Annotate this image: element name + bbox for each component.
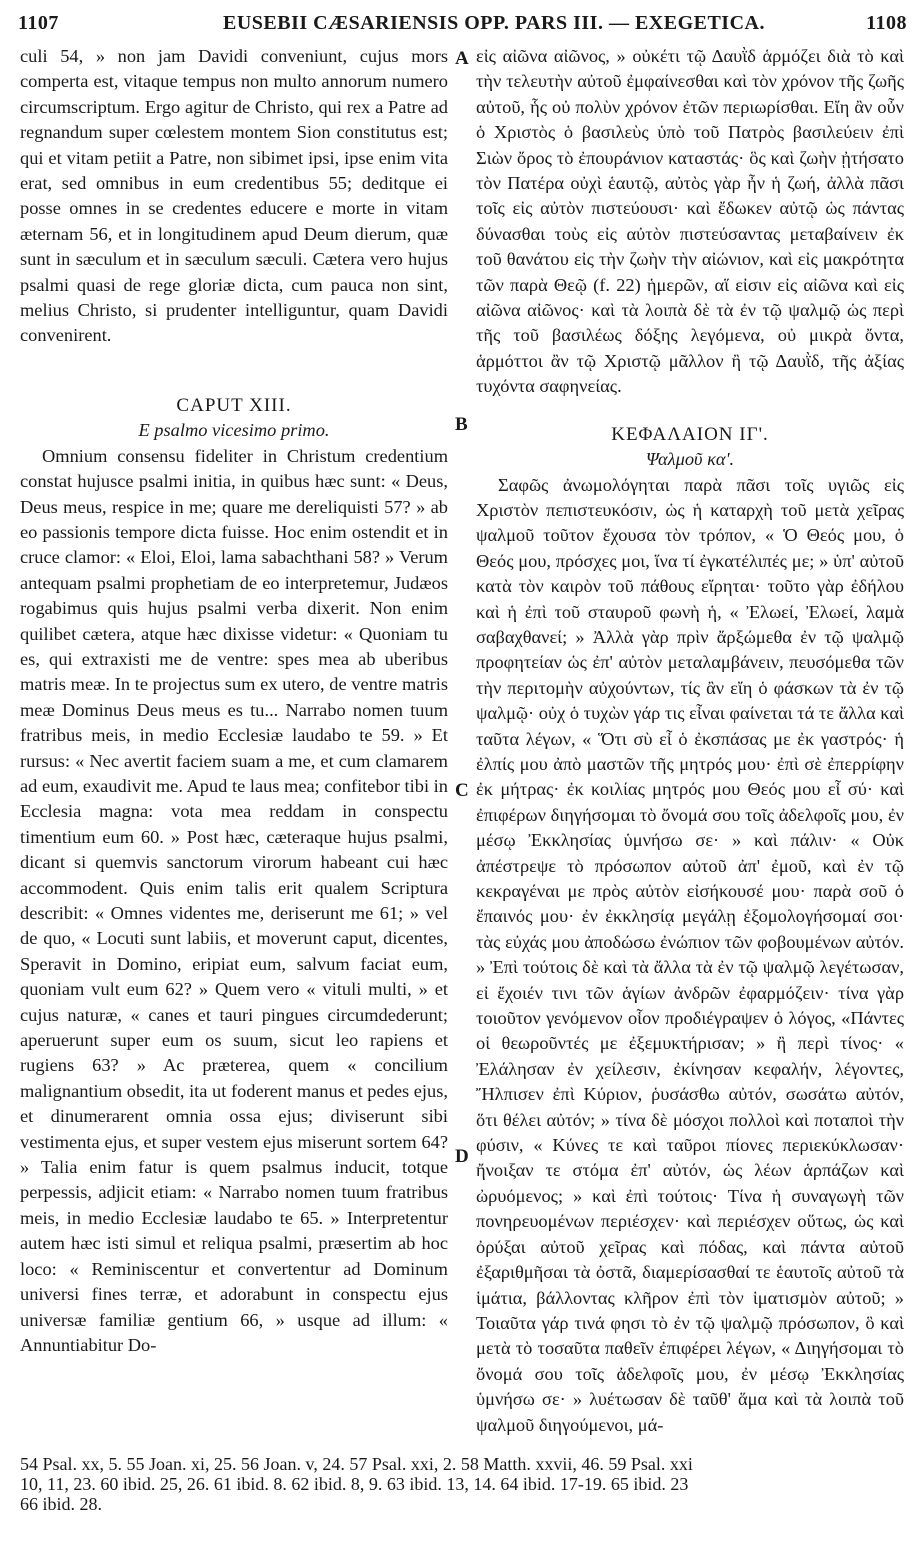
- greek-chapter-title: ΚΕΦΑΛΑΙΟΝ ΙΓ'.: [611, 423, 769, 445]
- latin-chapter-title: CAPUT XIII.: [176, 394, 292, 416]
- page-number-left: 1107: [18, 12, 59, 34]
- footnotes: [20, 1454, 904, 1514]
- greek-paragraph-1: εἰς αἰῶνα αἰῶνος, » οὐκέτι τῷ Δαυῒδ ἁρμόζει διὰ τὸ καὶ τὴν τελευτὴν αὐτοῦ ἐμφαίνεσθαι καὶ τὸν χρόνον τῆς ζωῆς αὐτοῦ, ἧς οὐ πολὺν χρόνον ἐτῶν περιωρίσθαι. Εἴη ἂν οὖν ὁ Χριστὸς ὁ βασιλεὺς ὑπὸ τοῦ Πατρὸς βασιλεύειν ἐπὶ Σιὼν ὄρος τὸ ἐπουράνιον καταστάς· ὃς καὶ ζωὴν ᾐτήσατο τὸν Πατέρα οὐχὶ ἑαυτῷ, αὐτὸς γὰρ ἦν ἡ ζωή, ἀλλὰ πᾶσι τοῖς εἰς αὐτὸν πιστεύουσι· καὶ ἔδωκεν αὐτῷ ὡς πάντας δύνασθαι τοὺς εἰς αὐτὸν πιστεύσαντας μεταβαίνειν ἐκ τοῦ θανάτου εἰς τὴν ζωὴν τὴν αἰώνιον, καὶ εἰς μακρότητα τῶν παρὰ Θεῷ (f. 22) ἡμερῶν, αἵ εἰσιν εἰς αἰῶνα καὶ εἰς αἰῶνα αἰῶνος· καὶ τὰ λοιπὰ δὲ τὰ ἐν τῷ ψαλμῷ ὡς περὶ τῆς τοῦ βασιλέως δόξης λεγόμενα, οὐ μικρὰ ὄντα, ἁρμόττοι ἂν τῷ Χριστῷ μᾶλλον ἢ τῷ Δαυῒδ, τῆς ἀξίας τυχόντα σαφηνείας.: [476, 46, 904, 397]
- footnote-line-2: 10, 11, 23. 60 ibid. 25, 26. 61 ibid. 8. 62 ibid. 8, 9. 63 ibid. 13, 14. 64 ibid. 17-19. 65 ibid. 23: [20, 1474, 689, 1494]
- margin-marker-b: B: [455, 414, 468, 435]
- greek-chapter-subtitle: Ψαλμοῦ κα'.: [645, 449, 735, 470]
- latin-column: [20, 44, 448, 1358]
- page-number-right: 1108: [866, 12, 907, 34]
- footnote-line-1: 54 Psal. xx, 5. 55 Joan. xi, 25. 56 Joan. v, 24. 57 Psal. xxi, 2. 58 Matth. xxvii, 46. 59 Psal. xxi: [20, 1454, 693, 1474]
- greek-column: [476, 44, 904, 1438]
- running-title: EUSEBII CÆSARIENSIS OPP. PARS III. — EXEGETICA.: [223, 12, 765, 34]
- footnote-line-3: 66 ibid. 28.: [20, 1494, 103, 1514]
- latin-paragraph-2: Omnium consensu fideliter in Christum credentium constat hujusce psalmi initia, in quibus hæc sunt: « Deus, Deus meus, respice in me; quare me dereliquisti 57? » ab eo passionis tempore dicta fuisse. Hoc enim ostendit et in cruce clamor: « Eloi, Eloi, lama sabachthani 58? » Verum antequam psalmi prophetiam de eo interpretemur, Judæos rogabimus quis hujus psalmi verba dixerit. Non enim quilibet cætera, atque hæc dixisse videtur: « Quoniam tu es, qui extraxisti me de ventre: spes mea ab uberibus matris meæ. In te projectus sum ex utero, de ventre matris meæ Dominus Deus meus es tu... Narrabo nomen tuum fratribus meis, in medio Ecclesiæ laudabo te 59. » Et rursus: « Nec avertit faciem suam a me, et cum clamarem ad eum, exaudivit me. Apud te laus mea; confitebor tibi in Ecclesia magna: vota mea reddam in conspectu timentium eum 60. » Post hæc, cæteraque hujus psalmi, dicant si quemvis sanctorum virorum habeant cui hæc accommodent. Quis enim talis erit qualem Scriptura describit: « Omnes videntes me, deriserunt me 61; » vel de quo, « Locuti sunt labiis, et moverunt caput, dicentes, Speravit in Domino, eripiat eum, salvum faciat eum, quoniam vult eum 62? » Quem vero « vituli multi, » et cujus naturæ, « canes et tauri pingues circumdederunt; aperuerunt super eum os suum, sicut leo rapiens et rugiens 63? » Ac præterea, quem « concilium malignantium obsedit, ita ut foderent manus et pedes ejus, et dinumerarent omnia ossa ejus; diviserunt sibi vestimenta ejus, et super vestem ejus miserunt sortem 64? » Talia enim fatur is quem psalmus inducit, totque perpessis, adjicit etiam: « Narrabo nomen tuum fratribus meis, in medio Ecclesiæ laudabo te 65. » Interpretentur autem hæc isti simul et reliqua psalmi, præsertim ab hoc loco: « Reminiscentur et convertentur ad Dominum universi fines terræ, et adorabunt in conspectu ejus universæ familiæ gentium 66, » usque ad illum: « Annuntiabitur Do-: [20, 445, 448, 1355]
- margin-marker-c: C: [455, 780, 469, 801]
- latin-paragraph-1: culi 54, » non jam Davidi conveniunt, cujus mors comperta est, vitaque tempus non multo annorum numero circumscriptum. Ergo agitur de Christo, qui rex a Patre ad regnandum super cœlestem montem Sion constitutus est; qui et vitam petiit a Patre, non sibimet ipsi, ipse enim vita erat, sed omnibus in eum credentibus 55; deditque ei posse omnes in se credentes educere e morte in vitam æternam 56, et in longitudinem apud Deum dierum, quæ sunt in sæculum et in sæculum sæculi. Cætera vero hujus psalmi quasi de rege gloriæ dicta, cum pauca non sint, melius Christo, si prudenter intelliguntur, quam Davidi convenirent.: [20, 46, 448, 346]
- latin-chapter-subtitle: E psalmo vicesimo primo.: [138, 420, 330, 441]
- margin-marker-d: D: [455, 1146, 469, 1167]
- margin-marker-a: A: [455, 48, 469, 69]
- greek-paragraph-2: Σαφῶς ἀνωμολόγηται παρὰ πᾶσι τοῖς υγιῶς εἰς Χριστὸν πεπιστευκόσιν, ὡς ἡ καταρχὴ τοῦ μετὰ χεῖρας ψαλμοῦ τοῦτον ἔχουσα τὸν τρόπον, « Ὁ Θεός μου, ὁ Θεός μου, πρόσχες μοι, ἵνα τί ἐγκατέλιπές με; » ὑπ' αὐτοῦ κατὰ τὸν καιρὸν τοῦ πάθους εἴρηται· τοῦτο γὰρ ἐδήλου καὶ ἡ ἐπὶ τοῦ σταυροῦ φωνὴ ἡ, « Ἐλωεί, Ἐλωεί, λαμὰ σαβαχθανεί; » Ἀλλὰ γὰρ πρὶν ἄρξώμεθα ἐν τῷ ψαλμῷ προφητείαν ὡς ἐπ' αὐτὸν μεταλαμβάνειν, πευσόμεθα τῶν τὴν περιτομὴν αὐχούντων, τίς ἂν εἴη ὁ φάσκων τὰ ἐν τῷ ψαλμῷ· οὐχ ὁ τυχὼν γάρ τις εἶναι φαίνεται τά τε ἄλλα καὶ ταῦτα λέγων, « Ὅτι σὺ εἶ ὁ ἐκσπάσας με ἐκ γαστρός· ἡ ἐλπίς μου ἀπὸ μαστῶν τῆς μητρός μου· ἐπὶ σὲ ἐπερρίφην ἐκ μήτρας· ἐκ κοιλίας μητρός μου Θεός μου εἶ σύ· καὶ ἐπιφέρων διηγήσομαι τὸ ὄνομά σου τοῖς ἀδελφοῖς μου, ἐν μέσῳ Ἐκκλησίας ὑμνήσω σε· » καὶ πάλιν· « Οὐκ ἀπέστρεψε τὸ πρόσωπον αὐτοῦ ἀπ' ἐμοῦ, καὶ ἐν τῷ κεκραγέναι με πρὸς αὐτὸν εἰσήκουσέ μου· παρὰ σοῦ ὁ ἔπαινός μου· ἐν ἐκκλησίᾳ μεγάλῃ ἐξομολογήσομαί σοι· τὰς εὐχάς μου ἀποδώσω ἐνώπιον τῶν φοβουμένων αὐτόν. » Ἐπὶ τούτοις δὲ καὶ τὰ ἄλλα τὰ ἐν τῷ ψαλμῷ λεγέτωσαν, εἰ ἔχοιέν τινι τῶν ἁγίων ἀνδρῶν ἐφαρμόζειν· τίνα γὰρ τοιοῦτον γενόμενον οἷον προδιέγραψεν ὁ λόγος, «Πάντες οἱ θεωροῦντές με ἐξεμυκτήρισαν; » ἢ περὶ τίνος· « Ἐλάλησαν ἐν χείλεσιν, ἐκίνησαν κεφαλήν, λέγοντες, Ἤλπισεν ἐπὶ Κύριον, ῥυσάσθω αὐτόν, σωσάτω αὐτόν, ὅτι θέλει αὐτόν; » τίνα δὲ μόσχοι πολλοὶ καὶ ποταποὶ τὴν φύσιν, « Κύνες τε καὶ ταῦροι πίονες περιεκύκλωσαν· ἤνοιξαν τε στόμα ἐπ' αὐτόν, ὡς λέων ἁρπάζων καὶ ὠρυόμενος; » καὶ ἐπὶ τούτοις· Τίνα ἡ συναγωγὴ τῶν πονηρευομένων περιέσχεν· καὶ περιέσχεν οὕτως, ὡς καὶ ὀρύξαι αὐτοῦ χεῖρας καὶ πόδας, καὶ πάντα αὐτοῦ ἐξαριθμῆσαι τὰ ὀστᾶ, διαμερίσασθαί τε ἑαυτοῖς αὐτοῦ τὰ ἱμάτια, βάλλοντας κλῆρον ἐπὶ τὸν ἱματισμὸν αὐτοῦ; » Τοιαῦτα γάρ τινά φησι τὸ ἐν τῷ ψαλμῷ πρόσωπον, ὃ καὶ μετὰ τὸ τοσαῦτα παθεῖν ἐπιφέρει λέγων, « Διηγήσομαι τὸ ὄνομά σου τοῖς ἀδελφοῖς μου, ἐν μέσῳ Ἐκκλησίας ὑμνήσω σε· » λυέτωσαν δὲ ταῦθ' ἅμα καὶ τὰ λοιπὰ τοῦ ψαλμοῦ διηγούμενοι, μά-: [476, 474, 904, 1435]
- page-header: [18, 12, 907, 42]
